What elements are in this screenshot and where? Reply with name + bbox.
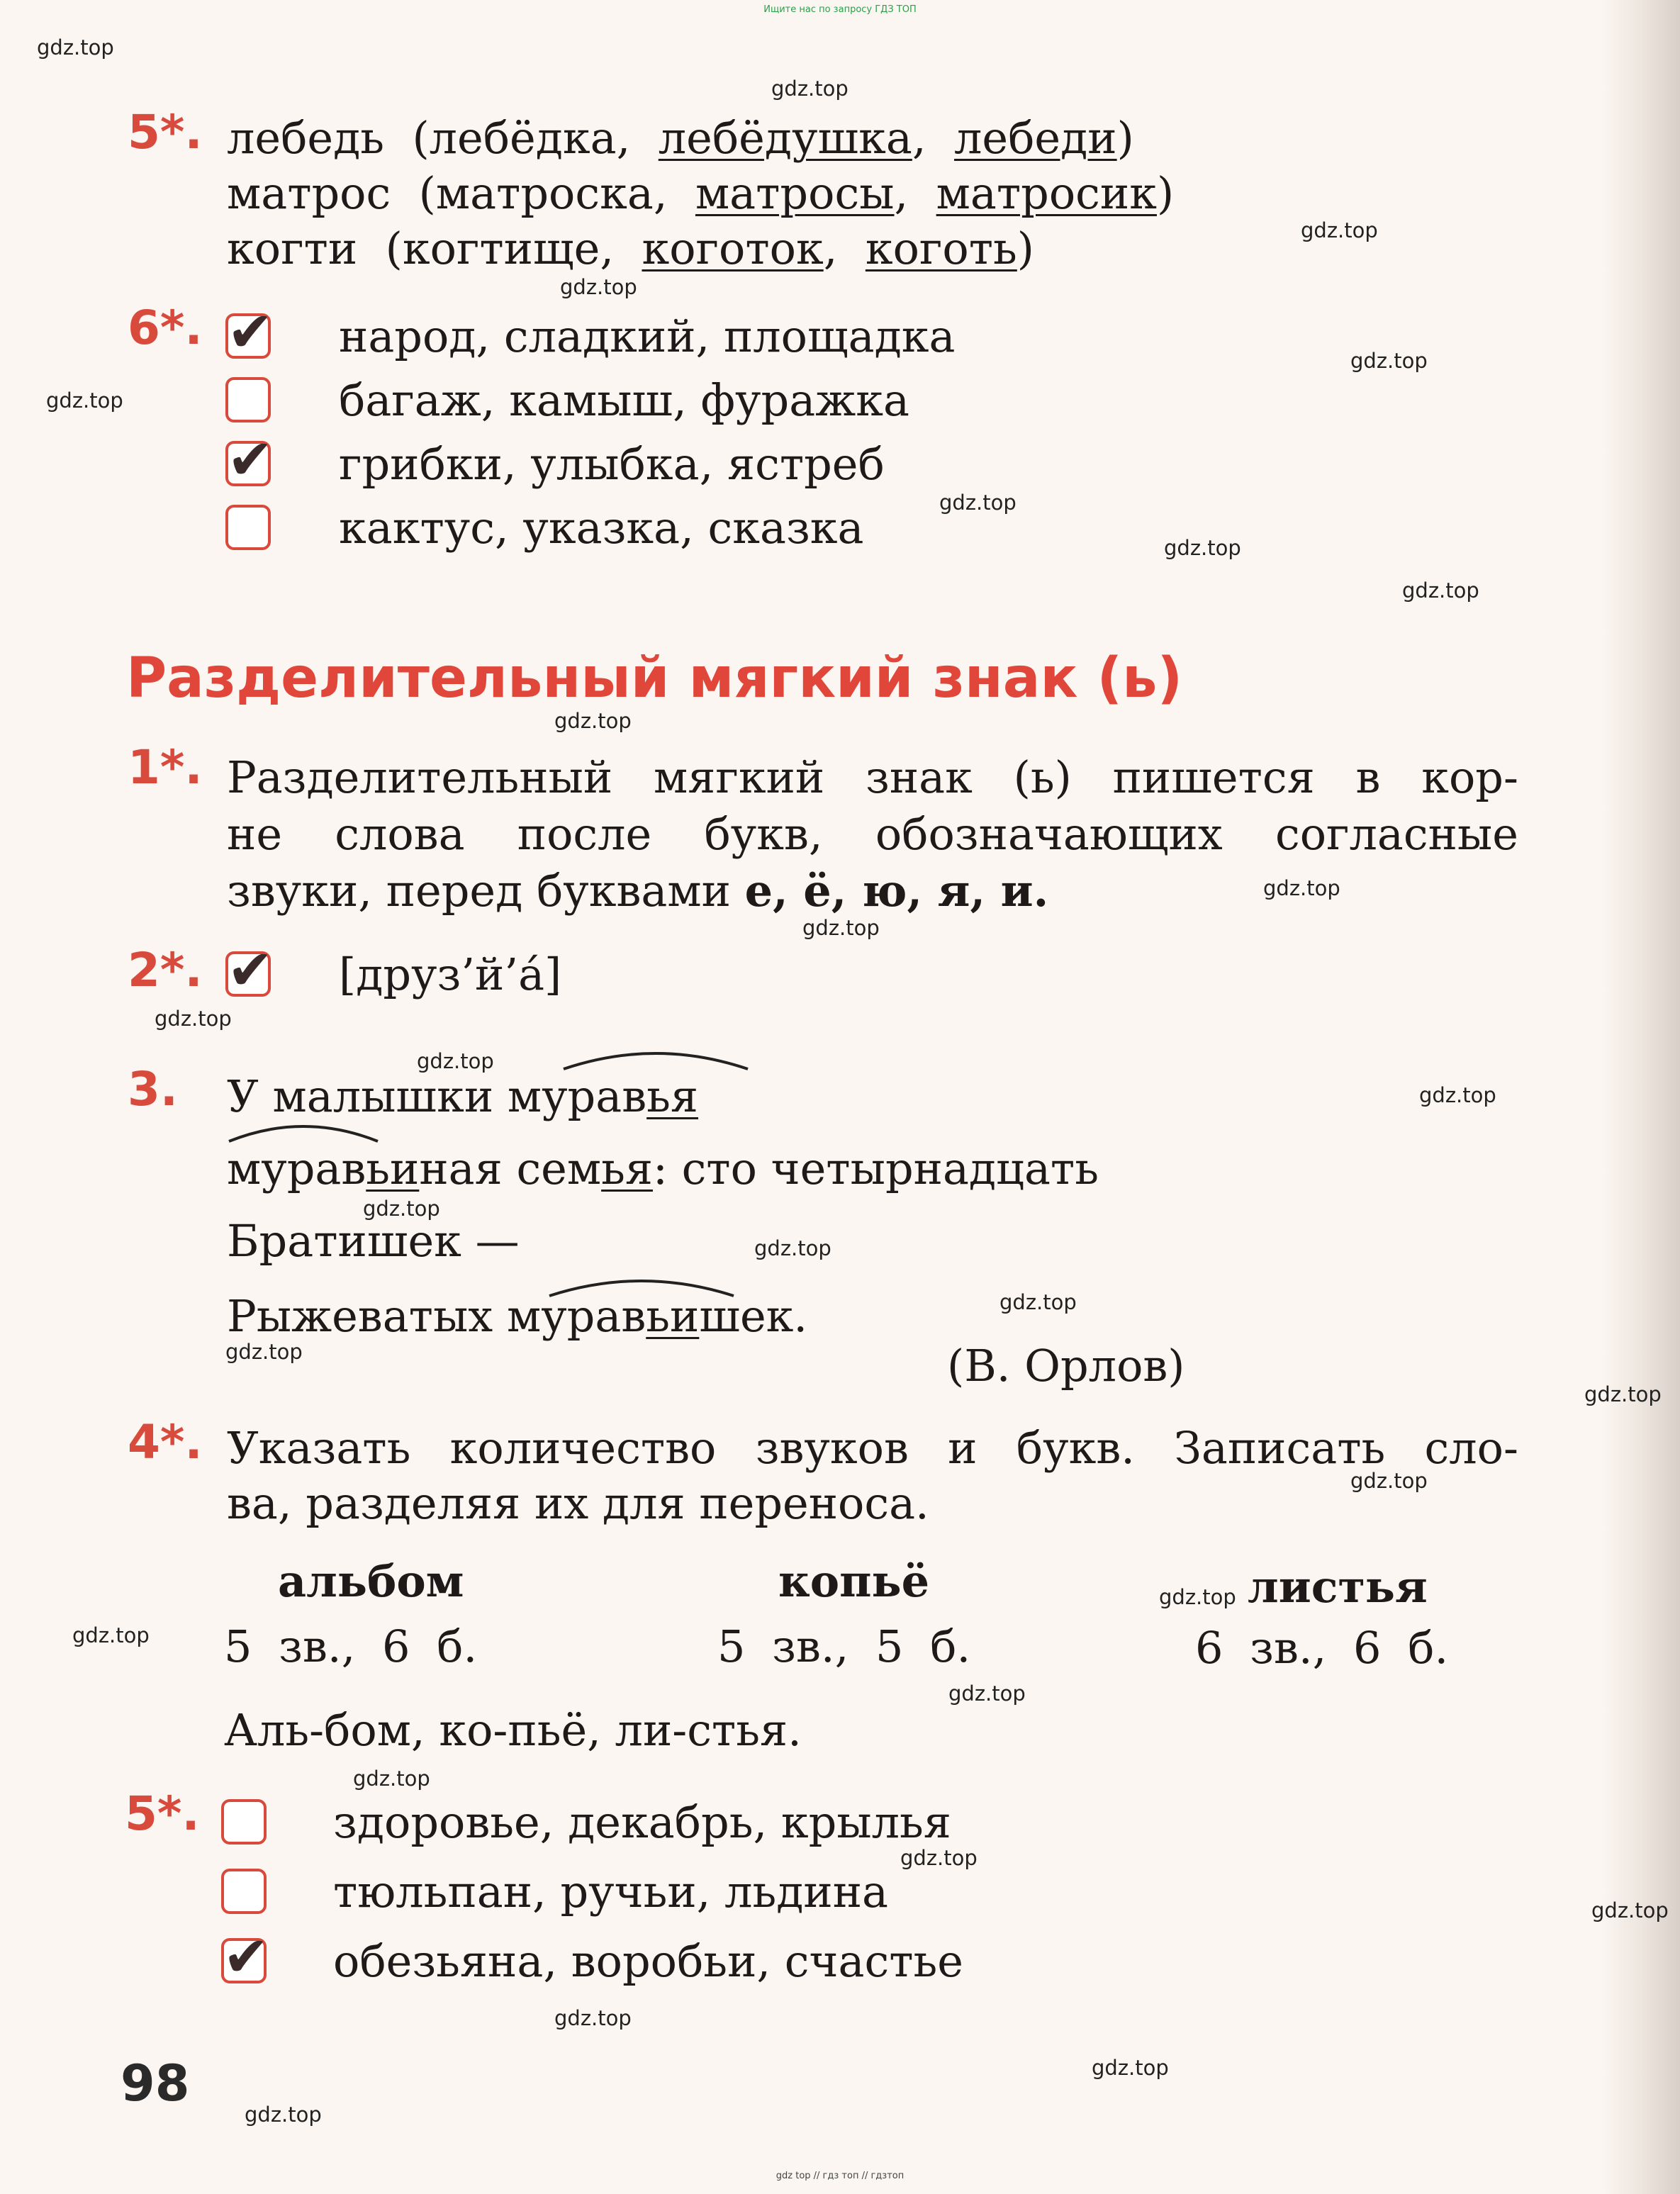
word-family-row: матрос (матроска, матросы, матросик) <box>227 167 1175 219</box>
watermark: gdz.top <box>554 709 632 733</box>
option-text: багаж, камыш, фуражка <box>339 374 909 426</box>
sound-letter-count: 5 зв., 6 б. <box>224 1621 478 1672</box>
exercise-number: 2*. <box>128 943 203 997</box>
watermark: gdz.top <box>554 2006 632 2030</box>
watermark: gdz.top <box>1350 1469 1428 1493</box>
page-number: 98 <box>121 2054 190 2112</box>
watermark: gdz.top <box>948 1681 1026 1706</box>
watermark: gdz.top <box>1164 536 1241 560</box>
exercise-number: 5*. <box>125 1786 200 1841</box>
task-word: альбом <box>278 1555 464 1607</box>
watermark: gdz.top <box>353 1767 430 1791</box>
watermark: gdz.top <box>155 1007 232 1031</box>
option-text: грибки, улыбка, ястреб <box>339 438 885 490</box>
watermark: gdz.top <box>1301 218 1378 242</box>
watermark: gdz.top <box>46 388 123 413</box>
section-title: Разделительный мягкий знак (ь) <box>126 647 1183 710</box>
option-text: здоровье, декабрь, крылья <box>333 1796 951 1848</box>
watermark: gdz.top <box>1419 1083 1496 1107</box>
watermark: gdz.top <box>999 1290 1077 1314</box>
exercise-number: 4*. <box>128 1415 203 1470</box>
checkbox-checked[interactable] <box>225 939 274 1002</box>
checkbox-empty[interactable] <box>225 505 271 550</box>
hyphenation-answer: Аль-бом, ко-пьё, ли-стья. <box>224 1704 802 1756</box>
watermark: gdz.top <box>1584 1382 1662 1406</box>
checkbox-empty[interactable] <box>221 1869 267 1914</box>
bottom-note: gdz top // гдз топ // гдзтоп <box>775 2171 905 2181</box>
watermark: gdz.top <box>1350 349 1428 373</box>
poem-line: У малышки муравья <box>227 1070 698 1122</box>
watermark: gdz.top <box>939 491 1017 515</box>
text-line: не слова после букв, обозначающих согласные <box>227 808 1518 860</box>
check-icon: ✔ <box>227 428 274 492</box>
text-line: ва, разделяя их для переноса. <box>227 1477 929 1529</box>
check-icon: ✔ <box>227 301 274 364</box>
text-line: Указать количество звуков и букв. Записать сло- <box>227 1422 1518 1474</box>
watermark: gdz.top <box>363 1197 440 1221</box>
task-word: листья <box>1248 1561 1428 1613</box>
poem-author: (В. Орлов) <box>947 1340 1185 1392</box>
option-text: обезьяна, воробьи, счастье <box>333 1935 963 1987</box>
watermark: gdz.top <box>417 1049 494 1073</box>
watermark: gdz.top <box>37 35 114 60</box>
checkbox-checked[interactable] <box>225 428 274 492</box>
sound-letter-count: 5 зв., 5 б. <box>717 1621 971 1672</box>
word-family-row: лебедь (лебёдка, лебёдушка, лебеди) <box>227 112 1134 164</box>
watermark: gdz.top <box>754 1236 831 1260</box>
exercise-number: 1*. <box>128 740 203 795</box>
exercise-number: 6*. <box>128 301 203 355</box>
watermark: gdz.top <box>1159 1585 1236 1609</box>
watermark: gdz.top <box>771 77 849 101</box>
watermark: gdz.top <box>900 1846 978 1870</box>
transcription: [друз’й’а́] <box>339 948 562 1000</box>
option-text: тюльпан, ручьи, льдина <box>333 1866 889 1918</box>
option-text: народ, сладкий, площадка <box>339 310 956 362</box>
text-line: звуки, перед буквами е, ё, ю, я, и. <box>227 865 1049 917</box>
check-icon: ✔ <box>227 939 274 1002</box>
watermark: gdz.top <box>802 916 880 940</box>
checkbox-empty[interactable] <box>225 377 271 422</box>
checkbox-empty[interactable] <box>221 1799 267 1845</box>
poem-line: Рыжеватых муравьишек. <box>227 1290 808 1342</box>
poem-line: Братишек — <box>227 1215 520 1267</box>
watermark: gdz.top <box>1591 1898 1669 1922</box>
watermark: gdz.top <box>560 275 637 299</box>
option-text: кактус, указка, сказка <box>339 502 864 554</box>
sound-letter-count: 6 зв., 6 б. <box>1195 1622 1449 1674</box>
poem-line: муравьиная семья: сто четырнадцать <box>227 1143 1099 1194</box>
checkbox-checked[interactable] <box>221 1925 269 1989</box>
top-note: Ищите нас по запросу ГДЗ ТОП <box>763 4 917 15</box>
watermark: gdz.top <box>72 1623 150 1647</box>
exercise-number: 3. <box>128 1062 178 1116</box>
watermark: gdz.top <box>225 1340 303 1364</box>
task-word: копьё <box>778 1555 930 1607</box>
checkbox-checked[interactable] <box>225 301 274 364</box>
root-arc <box>225 1116 381 1144</box>
exercise-number: 5*. <box>128 105 203 159</box>
text-line: Разделительный мягкий знак (ь) пишется в кор- <box>227 751 1518 803</box>
word-family-row: когти (когтище, коготок, коготь) <box>227 223 1034 274</box>
watermark: gdz.top <box>245 2103 322 2127</box>
root-arc <box>560 1043 751 1072</box>
page-edge-shadow <box>1602 0 1680 2194</box>
check-icon: ✔ <box>223 1925 269 1989</box>
watermark: gdz.top <box>1263 876 1340 900</box>
watermark: gdz.top <box>1092 2056 1169 2080</box>
watermark: gdz.top <box>1402 578 1479 603</box>
